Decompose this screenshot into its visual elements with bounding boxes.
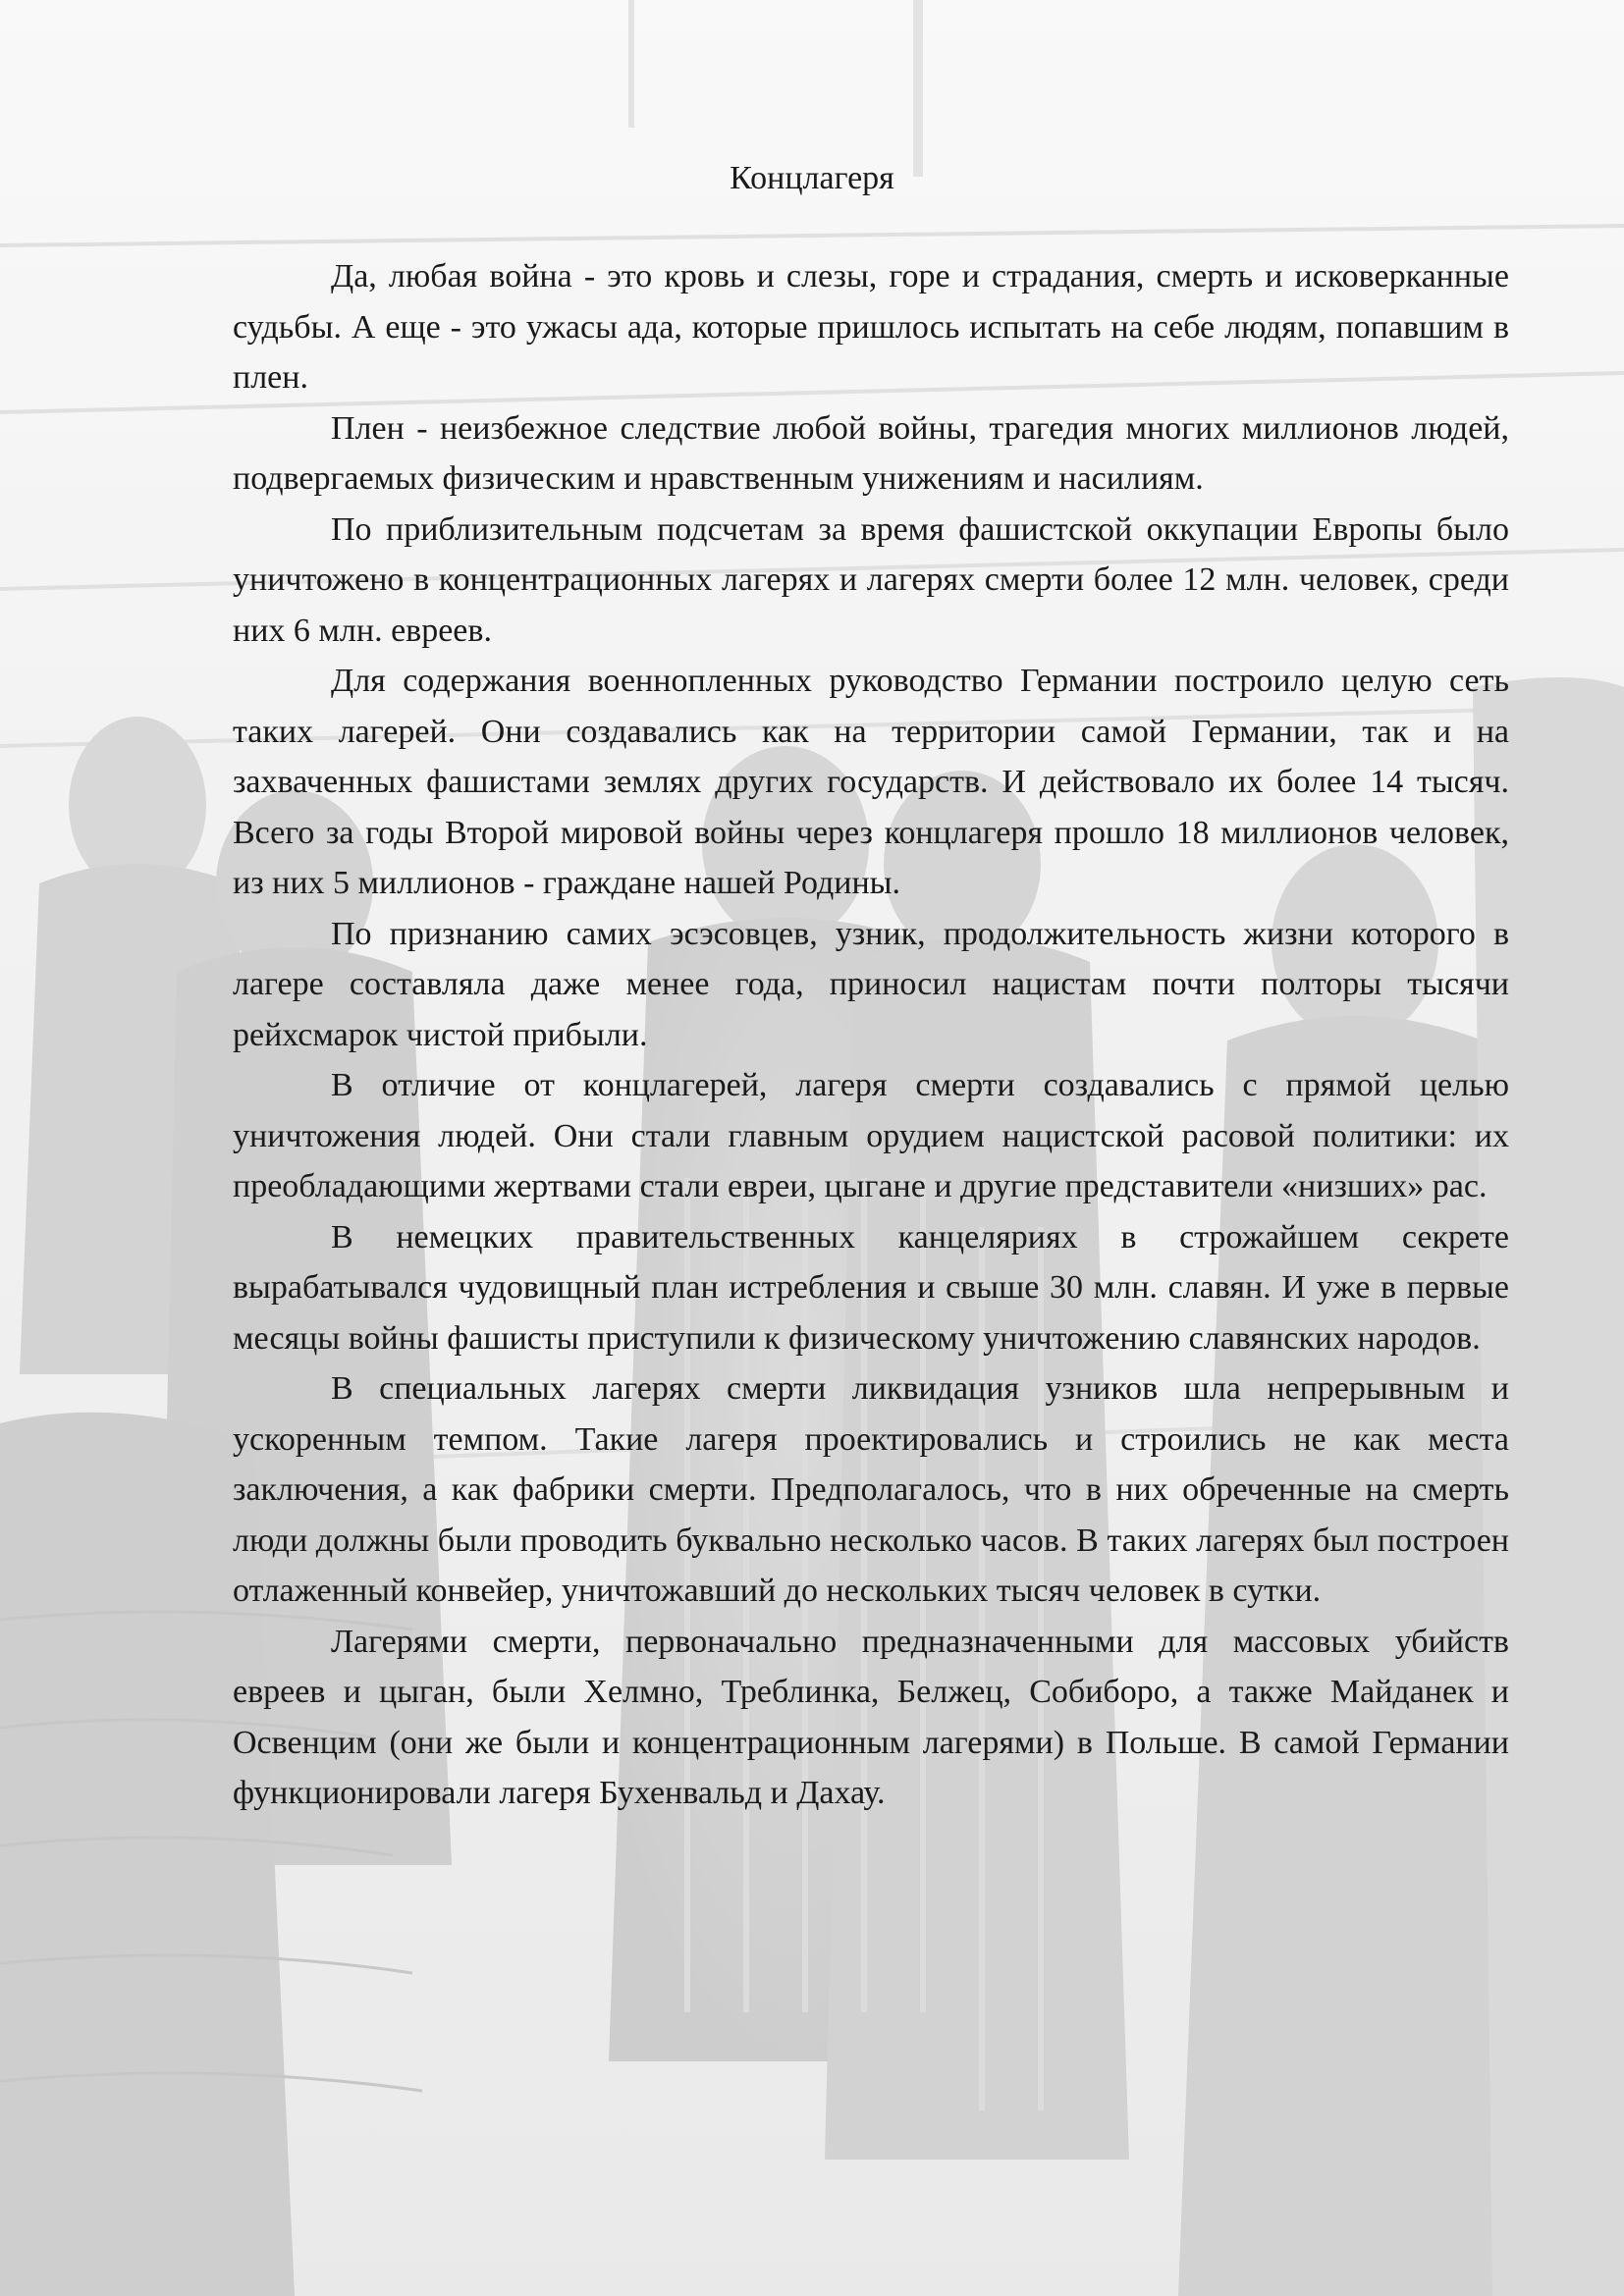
paragraph: Для содержания военнопленных руководство Германии построило целую сеть таких лагерей. Они создавались как на территории самой Германии, так и на захваченных фашистами землях других государств. И действовало их более 14 тысяч. Всего за годы Второй мировой войны через концлагеря прошло 18 миллионов человек, из них 5 миллионов - граждане нашей Родины. [233,663,1509,901]
paragraph: В немецких правительственных канцеляриях в строжайшем секрете вырабатывался чудовищный план истребления и свыше 30 млн. славян. И уже в первые месяцы войны фашисты приступили к физическому уничтожению славянских народов. [233,1218,1509,1357]
paragraph: По приблизительным подсчетам за время фашистской оккупации Европы было уничтожено в концентрационных лагерях и лагерях смерти более 12 млн. человек, среди них 6 млн. евреев. [233,510,1509,649]
paragraph: Плен - неизбежное следствие любой войны, трагедия многих миллионов людей, подвергаемых физическим и нравственным унижениям и насилиям. [233,409,1509,497]
paragraph: Да, любая война - это кровь и слезы, горе и страдания, смерть и исковерканные судьбы. А еще - это ужасы ада, которые пришлось испытать на себе людям, попавшим в плен. [233,258,1509,396]
paragraph: В специальных лагерях смерти ликвидация узников шла непрерывным и ускоренным темпом. Такие лагеря проектировались и строились не как места заключения, а как фабрики смерти. Предполагалось, что в них обреченные на смерть люди должны были проводить буквально несколько часов. В таких лагерях был построен отлаженный конвейер, уничтожавший до нескольких тысяч человек в сутки. [233,1370,1509,1609]
document-body [233,251,1509,1819]
paragraph: В отличие от концлагерей, лагеря смерти создавались с прямой целью уничтожения людей. Они стали главным орудием нацистской расовой политики: их преобладающими жертвами стали евреи, цыгане и другие представители «низших» рас. [233,1067,1509,1204]
paragraph: Лагерями смерти, первоначально предназначенными для массовых убийств евреев и цыган, были Хелмно, Треблинка, Белжец, Собиборо, а также Майданек и Освенцим (они же были и концентрационным лагерями) в Польше. В самой Германии функционировали лагеря Бухенвальд и Дахау. [233,1623,1509,1811]
page-title: Концлагеря [730,160,894,196]
paragraph: По признанию самих эсэсовцев, узник, продолжительность жизни которого в лагере составляла даже менее года, приносил нацистам почти полторы тысячи рейхсмарок чистой прибыли. [233,915,1509,1053]
